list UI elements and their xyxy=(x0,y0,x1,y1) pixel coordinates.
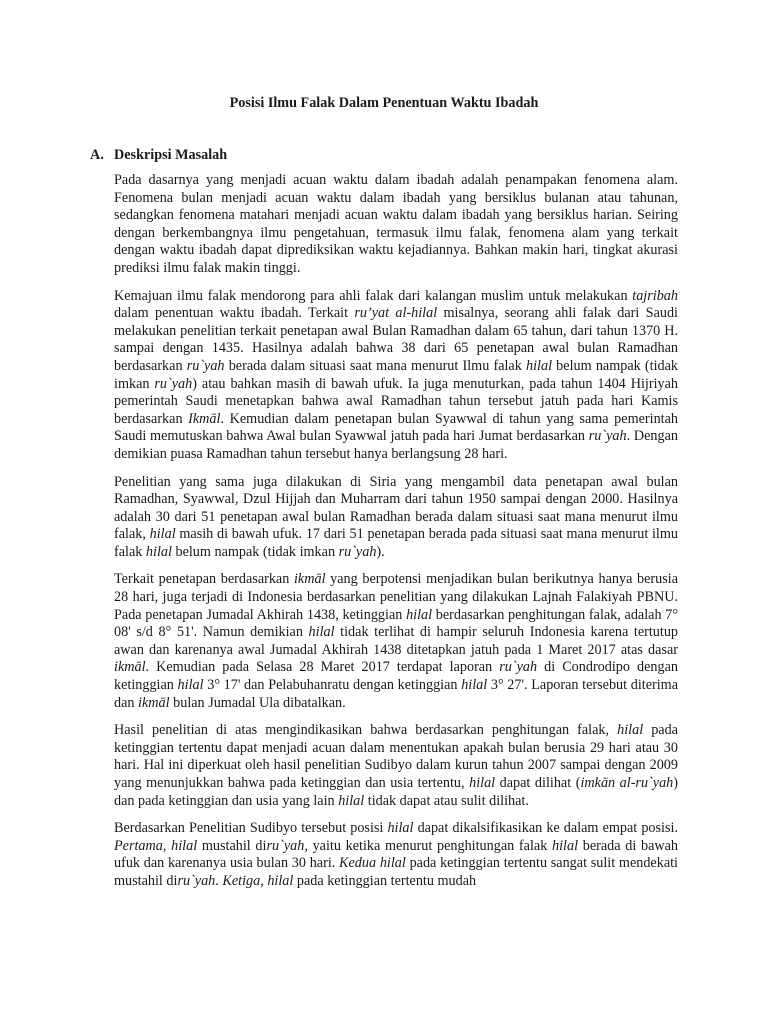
text-run: belum nampak (tidak imkan xyxy=(171,543,339,560)
italic-term: hilal xyxy=(171,837,198,854)
italic-term: ru`yah xyxy=(499,659,538,676)
text-run: Kemajuan ilmu falak mendorong para ahli falak dari kalangan muslim untuk melakukan xyxy=(114,287,633,304)
italic-term: imkān al-ru`yah xyxy=(580,775,674,791)
text-run: Berdasarkan Penelitian Sudibyo tersebut posisi xyxy=(114,820,388,837)
italic-term: hilal xyxy=(267,872,294,889)
text-run: pada ketinggian tertentu dapat menjadi acuan dalam menentukan apakah bulan berusia 29 hari atau 30 hari. Hal ini diperkuat oleh hasil penelitian Sudibyo dalam kurun tahun 2007 sampai dengan 2009 yang menunjukkan bahwa pada ketinggian dan usia tertentu, xyxy=(114,722,678,791)
italic-term: hilal xyxy=(338,792,365,809)
italic-term: ru`yah xyxy=(177,872,216,889)
section-heading-text: Deskripsi Masalah xyxy=(114,147,228,163)
italic-term: hilal xyxy=(387,820,414,837)
document-title: Posisi Ilmu Falak Dalam Penentuan Waktu Ibadah xyxy=(229,95,539,111)
text-run: pada ketinggian tertentu mudah xyxy=(293,872,477,889)
text-run: 3° 27'. Laporan tersebut diterima dan xyxy=(114,677,678,711)
text-run: masih di bawah ufuk. 17 dari 51 penetapan berada pada situasi saat mana menurut ilmu falak xyxy=(114,526,679,560)
text-run: pada ketinggian tertentu sangat sulit mendekati mustahil di xyxy=(114,855,678,889)
italic-term: hilal xyxy=(149,526,176,543)
italic-term: ikmāl xyxy=(114,659,146,676)
italic-term: tajribah xyxy=(632,287,678,304)
italic-term: hilal xyxy=(552,837,579,854)
paragraph-1 xyxy=(114,172,678,278)
text-run: dapat dikalsifikasikan ke dalam empat posisi. xyxy=(413,820,678,837)
text-run: berada di bawah ufuk dan karenanya usia bulan 30 hari. xyxy=(114,837,679,872)
section-heading xyxy=(90,146,678,164)
italic-term: hilal xyxy=(469,775,496,791)
italic-term: Ikmāl xyxy=(188,410,221,427)
text-run: misalnya, seorang ahli falak dari Saudi melakukan penelitian terkait penetapan awal Bulan Ramadhan dalam 65 tahun, dari tahun 1370 H. sampai dengan 1435. Hasilnya adalah bahwa 38 dari 65 penetapan awal bulan Ramadhan berdasarkan xyxy=(114,305,678,374)
paragraph-2 xyxy=(114,288,678,464)
text-run: di Condrodipo dengan ketinggian xyxy=(114,659,678,694)
text-run: . Kemudian dalam penetapan bulan Syawwal di tahun yang sama pemerintah Saudi memutuskan bahwa Awal bulan Syawwal jatuh pada hari Jumat berdasarkan xyxy=(114,410,678,445)
italic-term: ru`yah xyxy=(154,375,193,392)
italic-term: ikmāl xyxy=(138,694,170,711)
text-run: Pada dasarnya yang menjadi acuan waktu dalam ibadah adalah penampakan fenomena alam. Fenomena bulan menjadi acuan waktu dalam ibadah yang bersiklus bulanan atau tahunan, sedangkan fenomena matahari menjadi acuan waktu dalam ibadah yang bersiklus harian. Seiring dengan berkembangnya ilmu pengetahuan, termasuk ilmu falak, fenomena alam yang terkait dengan waktu ibadah dapat diprediksikan waktu kejadiannya. Bahkan makin hari, tingkat akurasi prediksi ilmu falak makin tinggi. xyxy=(114,172,678,276)
text-run: berada dalam situasi saat mana menurut Ilmu falak xyxy=(224,357,526,374)
text-run: mustahil di xyxy=(197,837,267,854)
italic-term: hilal xyxy=(406,606,433,623)
italic-term: hilal xyxy=(526,357,553,374)
text-run: belum nampak (tidak imkan xyxy=(114,357,678,392)
italic-term: ikmāl xyxy=(293,571,326,588)
text-run: tidak terlihat di hampir seluruh Indonesia karena tertutup awan dan karenanya awal Jumadal Akhirah 1438 ditetapkan jatuh pada 1 Maret 2017 atas dasar xyxy=(114,624,679,658)
text-run: . Kemudian pada Selasa 28 Maret 2017 terdapat laporan xyxy=(145,659,500,676)
italic-term: Kedua hilal xyxy=(339,855,406,872)
italic-term: Ketiga xyxy=(222,872,261,889)
text-run: berdasarkan penghitungan falak, adalah 7° 08' s/d 8° 51'. Namun demikian xyxy=(114,606,679,641)
text-run: Terkait penetapan berdasarkan xyxy=(114,571,294,588)
text-run: . xyxy=(215,872,223,889)
text-run: , xyxy=(162,837,172,854)
paragraph-4 xyxy=(114,571,678,712)
text-run: , yaitu ketika menurut penghitungan falak xyxy=(304,837,552,854)
italic-term: hilal xyxy=(461,677,488,694)
section-letter: A. xyxy=(90,147,104,163)
text-run: 3° 17' dan Pelabuhanratu dengan ketinggian xyxy=(203,677,462,694)
text-run: Penelitian yang sama juga dilakukan di Siria yang mengambil data penetapan awal bulan Ramadhan, Syawwal, Dzul Hijjah dan Muharram dari tahun 1950 sampai dengan 2000. Hasilnya adalah 30 dari 51 penetapan awal bulan Ramadhan berada dalam situasi saat mana menurut ilmu falak, xyxy=(114,473,678,543)
italic-term: hilal xyxy=(145,543,172,560)
italic-term: hilal xyxy=(308,624,335,641)
text-run: , xyxy=(260,872,268,889)
paragraph-5 xyxy=(114,722,678,810)
text-run: tidak dapat atau sulit dilihat. xyxy=(364,792,529,809)
italic-term: ru`yah xyxy=(266,837,305,854)
italic-term: ru`yah xyxy=(588,428,627,445)
text-run: ). xyxy=(376,543,385,560)
italic-term: Pertama xyxy=(114,837,163,854)
text-run: bulan Jumadal Ula dibatalkan. xyxy=(169,694,346,711)
italic-term: ru`yah xyxy=(186,357,225,374)
text-run: yang berpotensi menjadikan bulan berikutnya hanya berusia 28 hari, juga terjadi di Indonesia berdasarkan penelitian yang dilakukan Lajnah Falakiyah PBNU. Pada penetapan Jumadal Akhirah 1438, ketinggian xyxy=(114,571,678,623)
italic-term: hilal xyxy=(177,677,204,694)
text-run: Hasil penelitian di atas mengindikasikan bahwa berdasarkan penghitungan falak, xyxy=(114,722,618,739)
paragraph-3 xyxy=(114,474,678,562)
text-run: dapat dilihat ( xyxy=(495,775,581,791)
body-paragraphs xyxy=(90,172,678,891)
text-run: ) atau bahkan masih di bawah ufuk. Ia juga menuturkan, pada tahun 1404 Hijriyah pemerintah Saudi menetapkan bahwa awal Ramadhan tahun tersebut jatuh pada hari Kamis berdasarkan xyxy=(114,375,678,427)
italic-term: ru’yat al-hilal xyxy=(354,305,438,322)
text-run: . Dengan demikian puasa Ramadhan tahun tersebut hanya berlangsung 28 hari. xyxy=(114,428,678,462)
text-run: ) dan pada ketinggian dan usia yang lain xyxy=(114,775,678,809)
paragraph-6 xyxy=(114,820,678,890)
text-run: dalam penentuan waktu ibadah. Terkait xyxy=(114,305,355,322)
italic-term: hilal xyxy=(617,722,644,739)
italic-term: ru`yah xyxy=(338,543,377,560)
